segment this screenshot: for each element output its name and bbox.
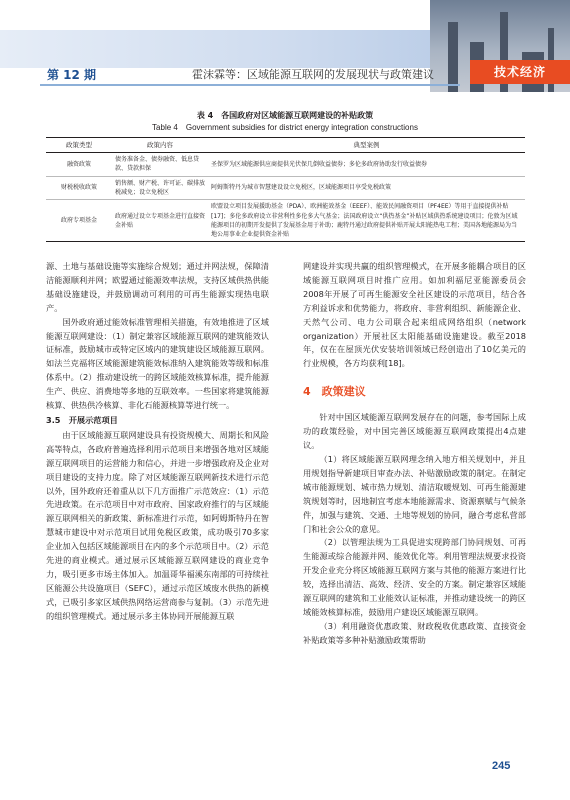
paragraph: 国外政府通过能效标准管理相关措施，有效地推进了区域能源互联网建设：（1）制定兼容区域能源互联网的建筑能效认证标准，鼓励城市或特定区域内的建筑建设区域能源互联网。如法兰克福将区域能源建筑能效标准纳入建筑能效等级和标准体系中。（2）推动建设统一的跨区域能效核算标准，提升能源生产、供应、消费地等多地的互联效率。一些国家将建筑能源核算、供热供冷核算、非化石能源核算等进行统一。 <box>46 316 269 411</box>
running-title: 霍沫霖等：区域能源互联网的发展现状与政策建议 <box>192 68 434 81</box>
table-header: 政策内容 <box>112 138 208 153</box>
table-caption-cn: 表 4 各国政府对区域能源互联网建设的补贴政策 <box>196 111 374 120</box>
header-band <box>0 30 470 68</box>
policy-cases-cell: 阿姆斯特丹为城市智慧建设设立免税区，区域能源项目享受免税政策 <box>208 176 525 200</box>
policy-content-cell: 政府通过设立专项基金进行直接资金补贴 <box>112 200 208 242</box>
table-header: 政策类型 <box>46 138 112 153</box>
paragraph: （2）以管理法规为工具促进实现跨部门协同规划、可再生能源或综合能源并网、能效优化等。利用管理法规要求投资开发企业充分将区域能源互联网方案与其他的能源方案进行比较，选择出清洁、高效、经济、安全的方案。制定兼容区域能源互联网的建筑和工业能效认证标准，并推动建设统一的跨区域能效核算标准，鼓励用户建设区域能源互联网。 <box>303 537 526 617</box>
paragraph: 由于区域能源互联网建设具有投资规模大、周期长和风险高等特点，各政府普遍选择利用示范项目来增强各地对区域能源互联网项目的运营能力和信心，并进一步增强政府及企业对项目建设的支持力度。除了对区域能源互联网新技术进行示范以外，国外政府还着重从以下几方面推广示范效应：（1）示范先进政策。在示范项目中对市政府、国家政府推行的与区域能源互联网相关的新政策、新标准进行示范，如阿姆斯特丹在智慧城市建设中对示范项目试用免税区政策，成功吸引70多家企业加入包括区域能源项目在内的多个示范项目中。（2）示范先进的商业模式。通过展示区域能源互联网建设的商业竞争力，吸引更多市场主体加入。加温哥华福溪东南部的可持续社区能源公共设施项目（SEFC），通过示范区域废水供热的新模式，已吸引多家区域供热网络运营商参与复制。（3）示范先进的组织管理模式。通过展示多主体协同开展能源互联 <box>46 429 269 621</box>
paragraph: （3）利用融资优惠政策、财政税收优惠政策、直接资金补贴政策等多种补贴激励政策帮助 <box>303 620 526 645</box>
section-heading-4: 4 政策建议 <box>303 385 366 399</box>
page-header <box>0 0 570 92</box>
table-header: 典型案例 <box>208 138 525 153</box>
subsidy-policy-table <box>46 137 525 242</box>
issue-number: 第 12 期 <box>47 68 97 82</box>
table-row <box>46 200 525 242</box>
section-heading-3-5: 3.5 开展示范项目 <box>46 414 118 425</box>
right-column <box>303 260 526 648</box>
policy-cases-cell: 欧盟设立项目发展援助基金（PDA）、欧洲能效基金（EEEF）、能效民间融资项目（PF4EE）等用于直接提供补贴[17]；多伦多政府设立非营利性多伦多大气基金；法国政府设立“供热基金”补贴区域供热系统建设项目；伦敦为区域能源项目的初期开发提供了发展基金用于补助；鹿特丹通过政府提供补贴开展太阳能热电工程；美国各地能源局为当地公用事业企业提供资金补贴 <box>208 200 525 242</box>
paragraph: 源、土地与基础设施等实施综合规划；通过并网法规，保障清洁能源顺利并网；欧盟通过能源效率法规，支持区域供热供能基础设施建设，并鼓励调动可利用的可再生能源实现热电联产。 <box>46 261 269 313</box>
policy-cases-cell: 圣保罗为区域能源供应商提供光伏保几倒收益债券；多伦多政府协助发行收益债券 <box>208 153 525 177</box>
paragraph: （1）将区域能源互联网理念纳入地方相关规划中，并且用规划指导新建项目审查办法、补贴激励政策的制定。在制定城市能源规划、城市热力规划、清洁取暖规划、可再生能源建筑规划等时，因地制宜考虑本地能源需求、资源禀赋与气候条件，加强与建筑、交通、土地等规划的协同，融合考虑私营部门和社会公众的意见。 <box>303 453 526 534</box>
column-tag: 技术经济 <box>470 60 570 84</box>
header-rule <box>40 84 460 86</box>
paragraph: 针对中国区域能源互联网发展存在的问题，参考国际上成功的政策经验，对中国完善区域能源互联网政策提出4点建议。 <box>303 412 526 451</box>
policy-content-cell: 债务准备金、债券融资、低息贷款、贷款担保 <box>112 153 208 177</box>
table-row <box>46 176 525 200</box>
table-row <box>46 153 525 177</box>
left-column <box>46 260 269 624</box>
policy-type-cell: 融资政策 <box>46 153 112 177</box>
page-number: 245 <box>492 760 511 772</box>
policy-type-cell: 政府专项基金 <box>46 200 112 242</box>
table-caption-en: Table 4 Government subsidies for district energy integration constructions <box>152 123 418 132</box>
policy-content-cell: 销售额、财产税、许可证、碳排放税减免；设立免税区 <box>112 176 208 200</box>
policy-type-cell: 财税税收政策 <box>46 176 112 200</box>
paragraph: 网建设并实现共赢的组织管理模式，在开展多能耦合项目的区域能源互联网项目时推广应用。如加利福尼亚能源委员会2008年开展了可再生能源安全社区建设的示范项目，结合各方利益诉求和优势能力，将政府、非营利组织、新能源企业、天然气公司、电力公司联合起来组成网络组织（network organization）开展社区太阳能基础设施建设。截至2018年，仅在在屋顶光伏安装培训领域已经创造出了10亿美元的行业规模，各方均获利[18]。 <box>303 261 526 369</box>
